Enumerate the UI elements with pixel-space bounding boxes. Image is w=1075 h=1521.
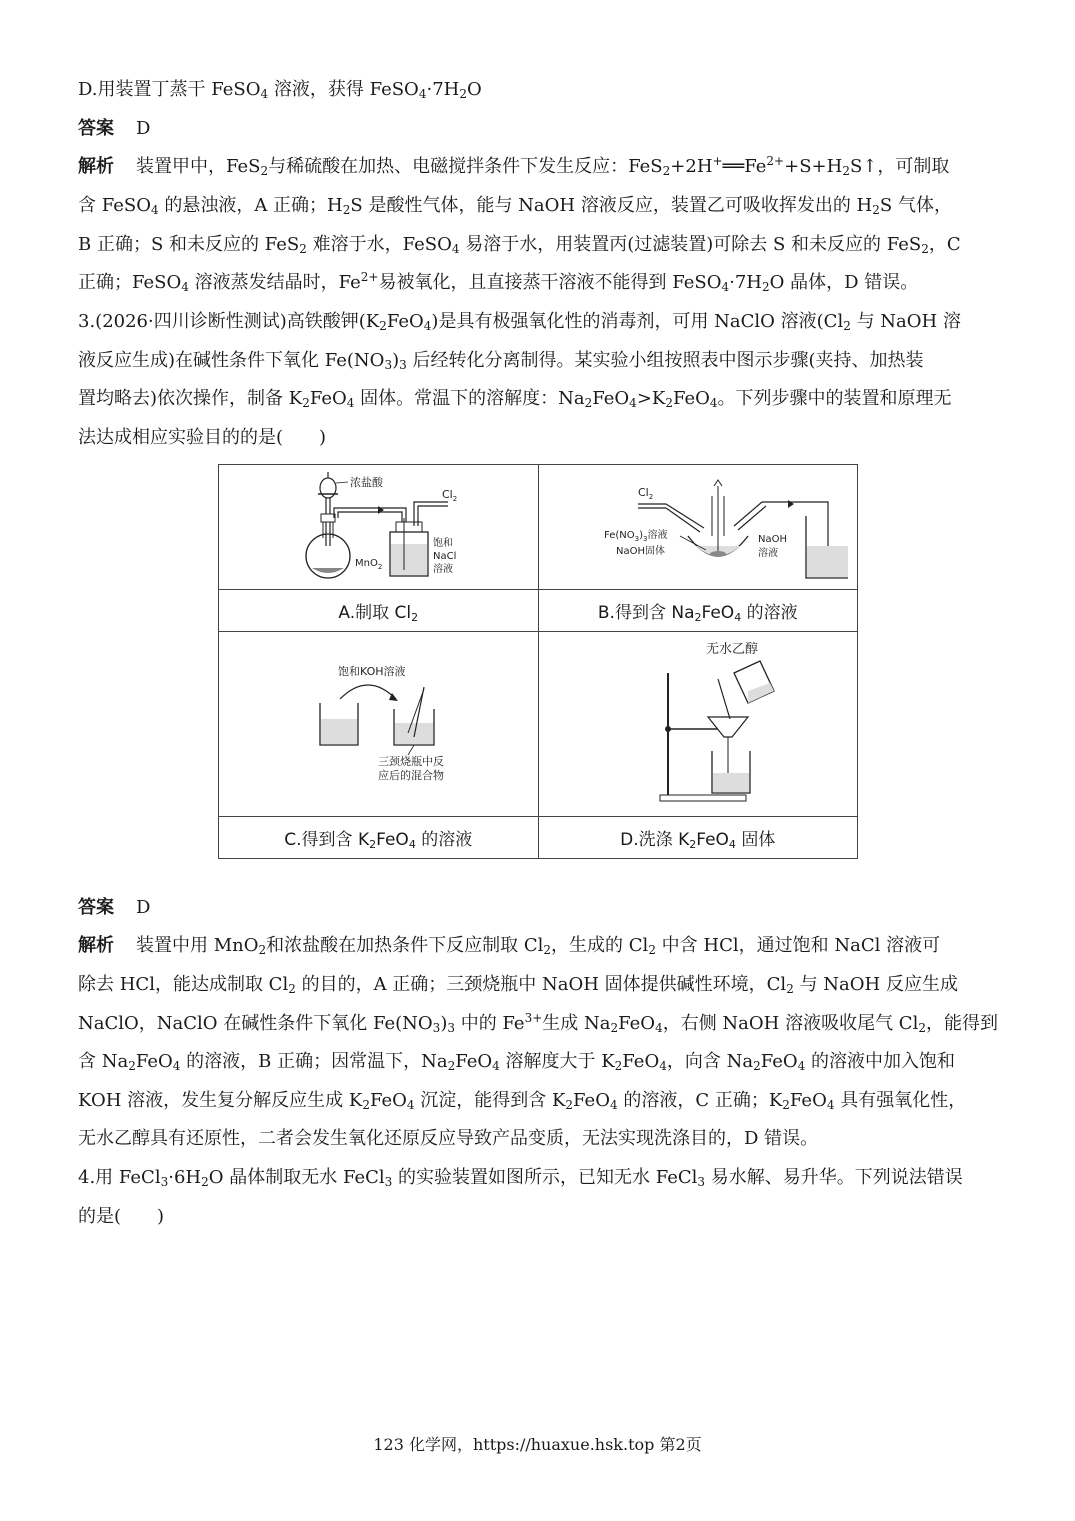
chlorine-generator-diagram xyxy=(228,466,528,584)
page-footer: 123 化学网，https://huaxue.hsk.top 第2页 xyxy=(373,1435,702,1454)
q3-stem-line-1: 3.(2026·四川诊断性测试)高铁酸钾$(K_2FeO_4)$是具有极强氧化性的消毒剂，可用 NaClO 溶液($Cl_2$ 与 NaOH 溶 xyxy=(78,311,961,333)
q3-stem-line-4: 法达成相应实验目的的是( ) xyxy=(78,427,327,448)
q3-analysis-line-2: 除去 HCl，能达成制取 $Cl_2$ 的目的，A 正确；三颈烧瓶中 NaOH 固体提供碱性环境，$Cl_2$ 与 NaOH 反应生成 xyxy=(78,974,958,996)
q2-analysis-line-1: 解析 装置甲中，FeS$_2$与稀硫酸在加热、电磁搅拌条件下发生反应：$FeS_2+2H^+══Fe^{2+}+S+H_2S↑$，可制取 xyxy=(78,154,950,178)
q2-analysis-line-4: 正确；FeSO$_4$ 溶液蒸发结晶时，$Fe^{2+}$易被氧化，且直接蒸干溶液不能得到 $FeSO_4\cdot 7H_2O$ 晶体，D 错误。 xyxy=(78,270,919,294)
solution-label: 溶液 xyxy=(433,563,454,575)
sat-koh-label: 饱和KOH溶液 xyxy=(338,664,406,678)
q3-analysis-line-3: NaClO，NaClO 在碱性条件下氧化 $Fe(NO_3)_3$ 中的 $Fe^{3+}$生成 $Na_2FeO_4$，右侧 NaOH 溶液吸收尾气 $Cl_2$，能得到 xyxy=(78,1011,998,1035)
mno2-label: MnO$_2$ xyxy=(355,557,383,571)
q3-answer: 答案 D xyxy=(78,897,151,918)
fe-nitrate-label: $Fe(NO_3)_3$溶液 xyxy=(603,529,668,543)
option-b-caption: B.得到含 $Na_2FeO_4$ 的溶液 xyxy=(538,590,858,632)
q3-analysis-line-6: 无水乙醇具有还原性，二者会发生氧化还原反应导致产品变质，无法实现洗涤目的，D 错误。 xyxy=(78,1128,819,1149)
anhydrous-ethanol-label: 无水乙醇 xyxy=(705,641,758,657)
q4-stem-line-2: 的是( ) xyxy=(78,1206,165,1227)
option-d-caption: D.洗涤 $K_2FeO_4$ 固体 xyxy=(538,817,858,859)
figure-a-cell xyxy=(219,465,539,590)
option-c-caption: C.得到含 $K_2FeO_4$ 的溶液 xyxy=(219,817,539,859)
flask-mixture-label-1: 三颈烧瓶中反 xyxy=(378,754,445,768)
flask-mixture-label-2: 应后的混合物 xyxy=(378,768,445,782)
options-table xyxy=(218,464,858,859)
q3-analysis-line-1: 解析 装置中用 MnO$_2$和浓盐酸在加热条件下反应制取 $Cl_2$，生成的 $Cl_2$ 中含 HCl，通过饱和 NaCl 溶液可 xyxy=(78,935,941,957)
option-a-caption: A.制取 $Cl_2$ xyxy=(219,590,539,632)
saturated-label: 饱和 xyxy=(433,537,454,549)
filtration-wash-diagram xyxy=(548,633,848,811)
q2-analysis-line-2: 含 FeSO$_4$ 的悬浊液，A 正确；$H_2S$ 是酸性气体，能与 NaOH 溶液反应，装置乙可吸收挥发出的 $H_2S$ 气体， xyxy=(78,195,952,217)
q2-option-d: D.用装置丁蒸干 FeSO$_4$ 溶液，获得 $FeSO_4\cdot 7H_2O$ xyxy=(78,79,482,101)
cl2-in-label: $Cl_2$ xyxy=(637,485,653,501)
q2-answer: 答案 D xyxy=(78,118,151,139)
naoh-solution-label: 溶液 xyxy=(757,547,778,559)
naoh-label: NaOH xyxy=(757,533,787,545)
q3-stem-line-2: 液反应生成)在碱性条件下氧化 $Fe(NO_3)_3$ 后经转化分离制得。某实验小组按照表中图示步骤(夹持、加热装 xyxy=(78,350,924,372)
conc-hcl-label: 浓盐酸 xyxy=(350,475,384,489)
figure-d-cell xyxy=(538,632,858,817)
q2-analysis-line-3: B 正确；S 和未反应的 FeS$_2$ 难溶于水，FeSO$_4$ 易溶于水，用装置丙(过滤装置)可除去 S 和未反应的 FeS$_2$，C xyxy=(78,234,961,256)
q4-stem-line-1: 4.用 $FeCl_3\cdot 6H_2O$ 晶体制取无水 FeCl$_3$ 的实验装置如图所示，已知无水 FeCl$_3$ 易水解、易升华。下列说法错误 xyxy=(78,1167,963,1189)
nacl-label: NaCl xyxy=(433,550,457,562)
figure-c-cell xyxy=(219,632,539,817)
q3-analysis-line-5: KOH 溶液，发生复分解反应生成 $K_2FeO_4$ 沉淀，能得到含 $K_2FeO_4$ 的溶液，C 正确；$K_2FeO_4$ 具有强氧化性， xyxy=(78,1090,967,1112)
koh-addition-diagram xyxy=(228,633,528,811)
cl2-gas-label: $Cl_2$ xyxy=(442,487,458,503)
q3-stem-line-3: 置均略去)依次操作，制备 $K_2FeO_4$ 固体。常温下的溶解度：$Na_2FeO_4>K_2FeO_4$。下列步骤中的装置和原理无 xyxy=(78,388,952,410)
naoh-solid-label: NaOH固体 xyxy=(615,545,665,557)
figure-b-cell xyxy=(538,465,858,590)
q3-analysis-line-4: 含 $Na_2FeO_4$ 的溶液，B 正确；因常温下，$Na_2FeO_4$ 溶解度大于 $K_2FeO_4$，向含 $Na_2FeO_4$ 的溶液中加入饱和 xyxy=(78,1051,955,1073)
three-neck-flask-diagram xyxy=(548,466,848,584)
